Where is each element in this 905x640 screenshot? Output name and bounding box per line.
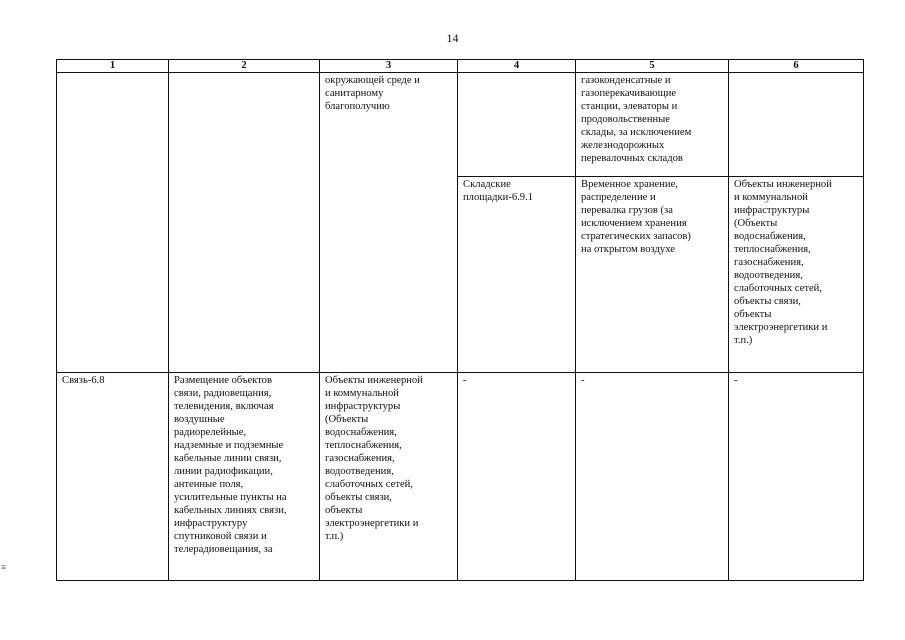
cell-dash: - [576,373,729,581]
binding-mark: ≡ [1,562,7,572]
page-number: 14 [446,31,459,45]
col-header-4: 4 [458,60,576,73]
table-row [57,373,864,581]
cell-text: Временное хранение, распределение и перевалка грузов (за исключением хранения стратегических запасов) на открытом воздухе [576,177,729,373]
col-header-3: 3 [320,60,458,73]
col-header-6: 6 [729,60,864,73]
cell-text: газоконденсатные и газоперекачивающие станции, элеваторы и продовольственные склады, за исключением железнодорожных перевалочных складов [576,73,729,177]
col-header-1: 1 [57,60,169,73]
col-header-2: 2 [169,60,320,73]
cell-dash: - [729,373,864,581]
zoning-table [56,59,864,581]
cell-empty [169,73,320,373]
cell-text: Объекты инженерной и коммунальной инфраструктуры (Объекты водоснабжения, теплоснабжения, газоснабжения, водоотведения, слаботочных сетей, объекты связи, объекты электроэнергетики и т.п.) [320,373,458,581]
table-header-row [57,60,864,73]
cell-empty [458,73,576,177]
cell-empty [729,73,864,177]
cell-empty [57,73,169,373]
cell-text: Объекты инженерной и коммунальной инфраструктуры (Объекты водоснабжения, теплоснабжения, газоснабжения, водоотведения, слаботочных сетей, объекты связи, объекты электроэнергетики и т.п.) [729,177,864,373]
cell-text: Связь-6.8 [57,373,169,581]
cell-dash: - [458,373,576,581]
col-header-5: 5 [576,60,729,73]
table-row [57,73,864,177]
cell-text: Размещение объектов связи, радиовещания, телевидения, включая воздушные радиорелейные, надземные и подземные кабельные линии связи, линии радиофикации, антенные поля, усилительные пункты на кабельных линиях связи, инфраструктуру спутниковой связи и телерадиовещания, за [169,373,320,581]
cell-text: Складские площадки-6.9.1 [458,177,576,373]
cell-text: окружающей среде и санитарному благополучию [320,73,458,373]
